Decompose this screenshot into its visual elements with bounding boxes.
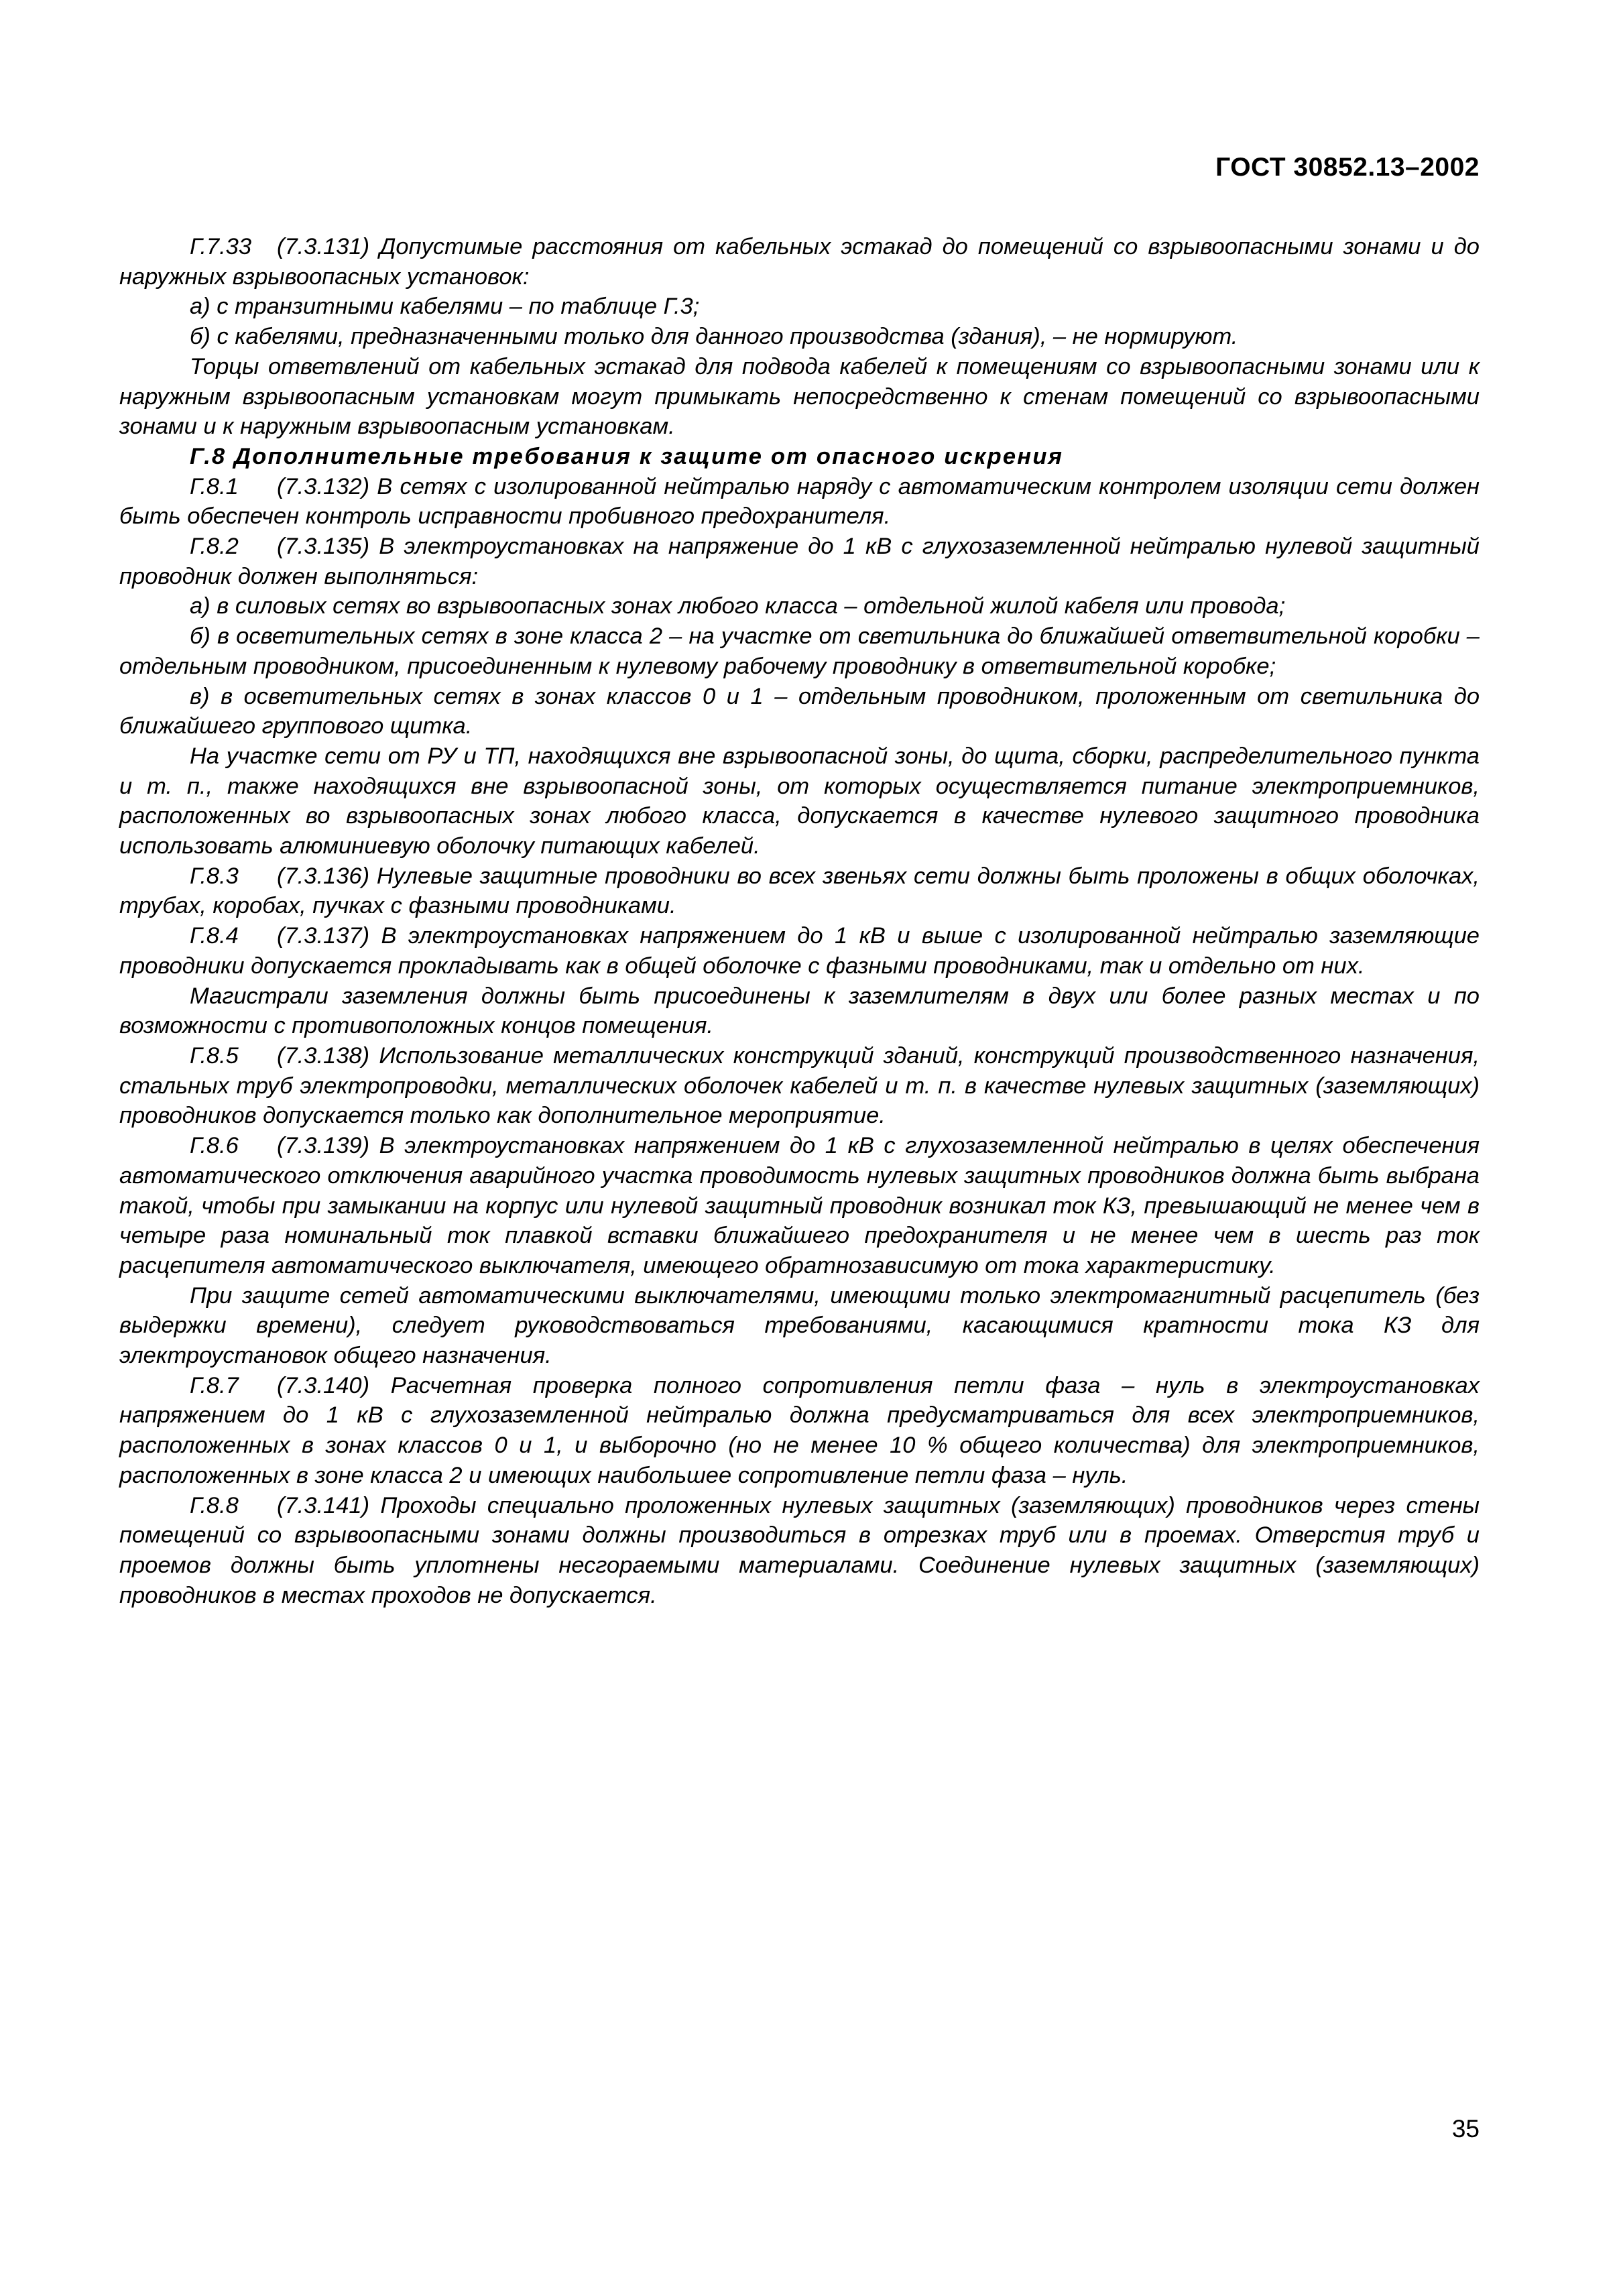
clause-number: Г.8.7	[190, 1372, 239, 1398]
paragraph-text: (7.3.137) В электроустановках напряжением до 1 кВ и выше с изолированной нейтралью заземляющие проводники допускается прокладывать как в общей оболочке с фазными проводниками, так и отдельно от них.	[119, 923, 1480, 979]
clause-number: Г.8.6	[190, 1133, 239, 1159]
clause-number: Г.8.5	[190, 1042, 239, 1069]
paragraph	[119, 1281, 1480, 1371]
paragraph	[119, 1041, 1480, 1131]
section-heading	[119, 442, 1480, 472]
paragraph-text: Торцы ответвлений от кабельных эстакад для подвода кабелей к помещениям со взрывоопасными зонами или к наружным взрывоопасным установкам могут примыкать непосредственно к стенам помещений со взрывоопасными зонами и к наружным взрывоопасным установкам.	[119, 353, 1480, 440]
paragraph-text: а) с транзитными кабелями – по таблице Г.3;	[190, 294, 700, 320]
paragraph-text: б) с кабелями, предназначенными только для данного производства (здания), – не нормируют.	[190, 324, 1238, 350]
standard-id-header: ГОСТ 30852.13–2002	[1215, 153, 1480, 182]
paragraph-text: а) в силовых сетях во взрывоопасных зонах любого класса – отдельной жилой кабеля или провода;	[190, 593, 1286, 619]
paragraph-text: (7.3.140) Расчетная проверка полного сопротивления петли фаза – нуль в электроустановках напряжением до 1 кВ с глухозаземленной нейтралью должна предусматриваться для всех электроприемников, расположенных в зонах классов 0 и 1, и выборочно (но не менее 10 % общего количества) для электроприемников, расположенных в зоне класса 2 и имеющих наибольшее сопротивление петли фаза – нуль.	[119, 1372, 1480, 1488]
paragraph-text: (7.3.139) В электроустановках напряжением до 1 кВ с глухозаземленной нейтралью в целях обеспечения автоматического отключения аварийного участка проводимость нулевых защитных проводников должна быть выбрана такой, чтобы при замыкании на корпус или нулевой защитный проводник возникал ток КЗ, превышающий не менее чем в четыре раза номинальный ток плавкой вставки ближайшего предохранителя и не менее чем в шесть раз ток расцепителя автоматического выключателя, имеющего обратнозависимую от тока характеристику.	[119, 1133, 1480, 1278]
paragraph	[119, 921, 1480, 981]
paragraph	[119, 741, 1480, 861]
paragraph	[119, 682, 1480, 741]
paragraph-text: б) в осветительных сетях в зоне класса 2 – на участке от светильника до ближайшей ответвительной коробки – отдельным проводником, присоединенным к нулевому рабочему проводнику в ответвительной коробке;	[119, 623, 1480, 679]
paragraph	[119, 1131, 1480, 1281]
paragraph	[119, 472, 1480, 532]
clause-number: Г.8.3	[190, 863, 239, 889]
paragraph-text: (7.3.135) В электроустановках на напряжение до 1 кВ с глухозаземленной нейтралью нулевой защитный проводник должен выполняться:	[119, 534, 1480, 589]
paragraph	[119, 322, 1480, 352]
paragraph-text: (7.3.131) Допустимые расстояния от кабельных эстакад до помещений со взрывоопасными зонами и до наружных взрывоопасных установок:	[119, 234, 1480, 290]
paragraph	[119, 292, 1480, 322]
paragraph-text: (7.3.141) Проходы специально проложенных нулевых защитных (заземляющих) проводников через стены помещений со взрывоопасными зонами должны производиться в отрезках труб или в проемах. Отверстия труб и проемов должны быть уплотнены несгораемыми материалами. Соединение нулевых защитных (заземляющих) проводников в местах проходов не допускается.	[119, 1492, 1480, 1608]
paragraph	[119, 981, 1480, 1041]
paragraph	[119, 591, 1480, 621]
clause-number: Г.7.33	[190, 234, 252, 259]
paragraph	[119, 1371, 1480, 1491]
paragraph-text: Магистрали заземления должны быть присоединены к заземлителям в двух или более разных местах и по возможности с противоположных концов помещения.	[119, 983, 1480, 1039]
paragraph-text: На участке сети от РУ и ТП, находящихся вне взрывоопасной зоны, до щита, сборки, распределительного пункта и т. п., также находящихся вне взрывоопасной зоны, от которых осуществляется питание электроприемников, расположенных во взрывоопасных зонах любого класса, допускается в качестве нулевого защитного проводника использовать алюминиевую оболочку питающих кабелей.	[119, 743, 1480, 859]
paragraph-text: (7.3.132) В сетях с изолированной нейтралью наряду с автоматическим контролем изоляции сети должен быть обеспечен контроль исправности пробивного предохранителя.	[119, 473, 1480, 530]
paragraph-text: (7.3.136) Нулевые защитные проводники во всех звеньях сети должны быть проложены в общих оболочках, трубах, коробах, пучках с фазными проводниками.	[119, 863, 1480, 919]
paragraph	[119, 232, 1480, 292]
paragraph	[119, 352, 1480, 442]
paragraph	[119, 861, 1480, 921]
paragraph	[119, 1491, 1480, 1611]
paragraph-text: Г.8 Дополнительные требования к защите от опасного искрения	[190, 443, 1064, 469]
paragraph	[119, 532, 1480, 591]
clause-number: Г.8.4	[190, 923, 239, 949]
paragraph	[119, 621, 1480, 681]
clause-number: Г.8.8	[190, 1492, 239, 1518]
clause-number: Г.8.1	[190, 473, 239, 499]
paragraph-text: в) в осветительных сетях в зонах классов 0 и 1 – отдельным проводником, проложенным от светильника до ближайшего группового щитка.	[119, 683, 1480, 739]
paragraph-text: (7.3.138) Использование металлических конструкций зданий, конструкций производственного назначения, стальных труб электропроводки, металлических оболочек кабелей и т. п. в качестве нулевых защитных (заземляющих) проводников допускается только как дополнительное мероприятие.	[119, 1042, 1480, 1129]
clause-number: Г.8.2	[190, 534, 239, 560]
document-body	[119, 232, 1480, 1610]
page-number: 35	[1451, 2115, 1480, 2142]
paragraph-text: При защите сетей автоматическими выключателями, имеющими только электромагнитный расцепитель (без выдержки времени), следует руководствоваться требованиями, касающимися кратности тока КЗ для электроустановок общего назначения.	[119, 1282, 1480, 1369]
